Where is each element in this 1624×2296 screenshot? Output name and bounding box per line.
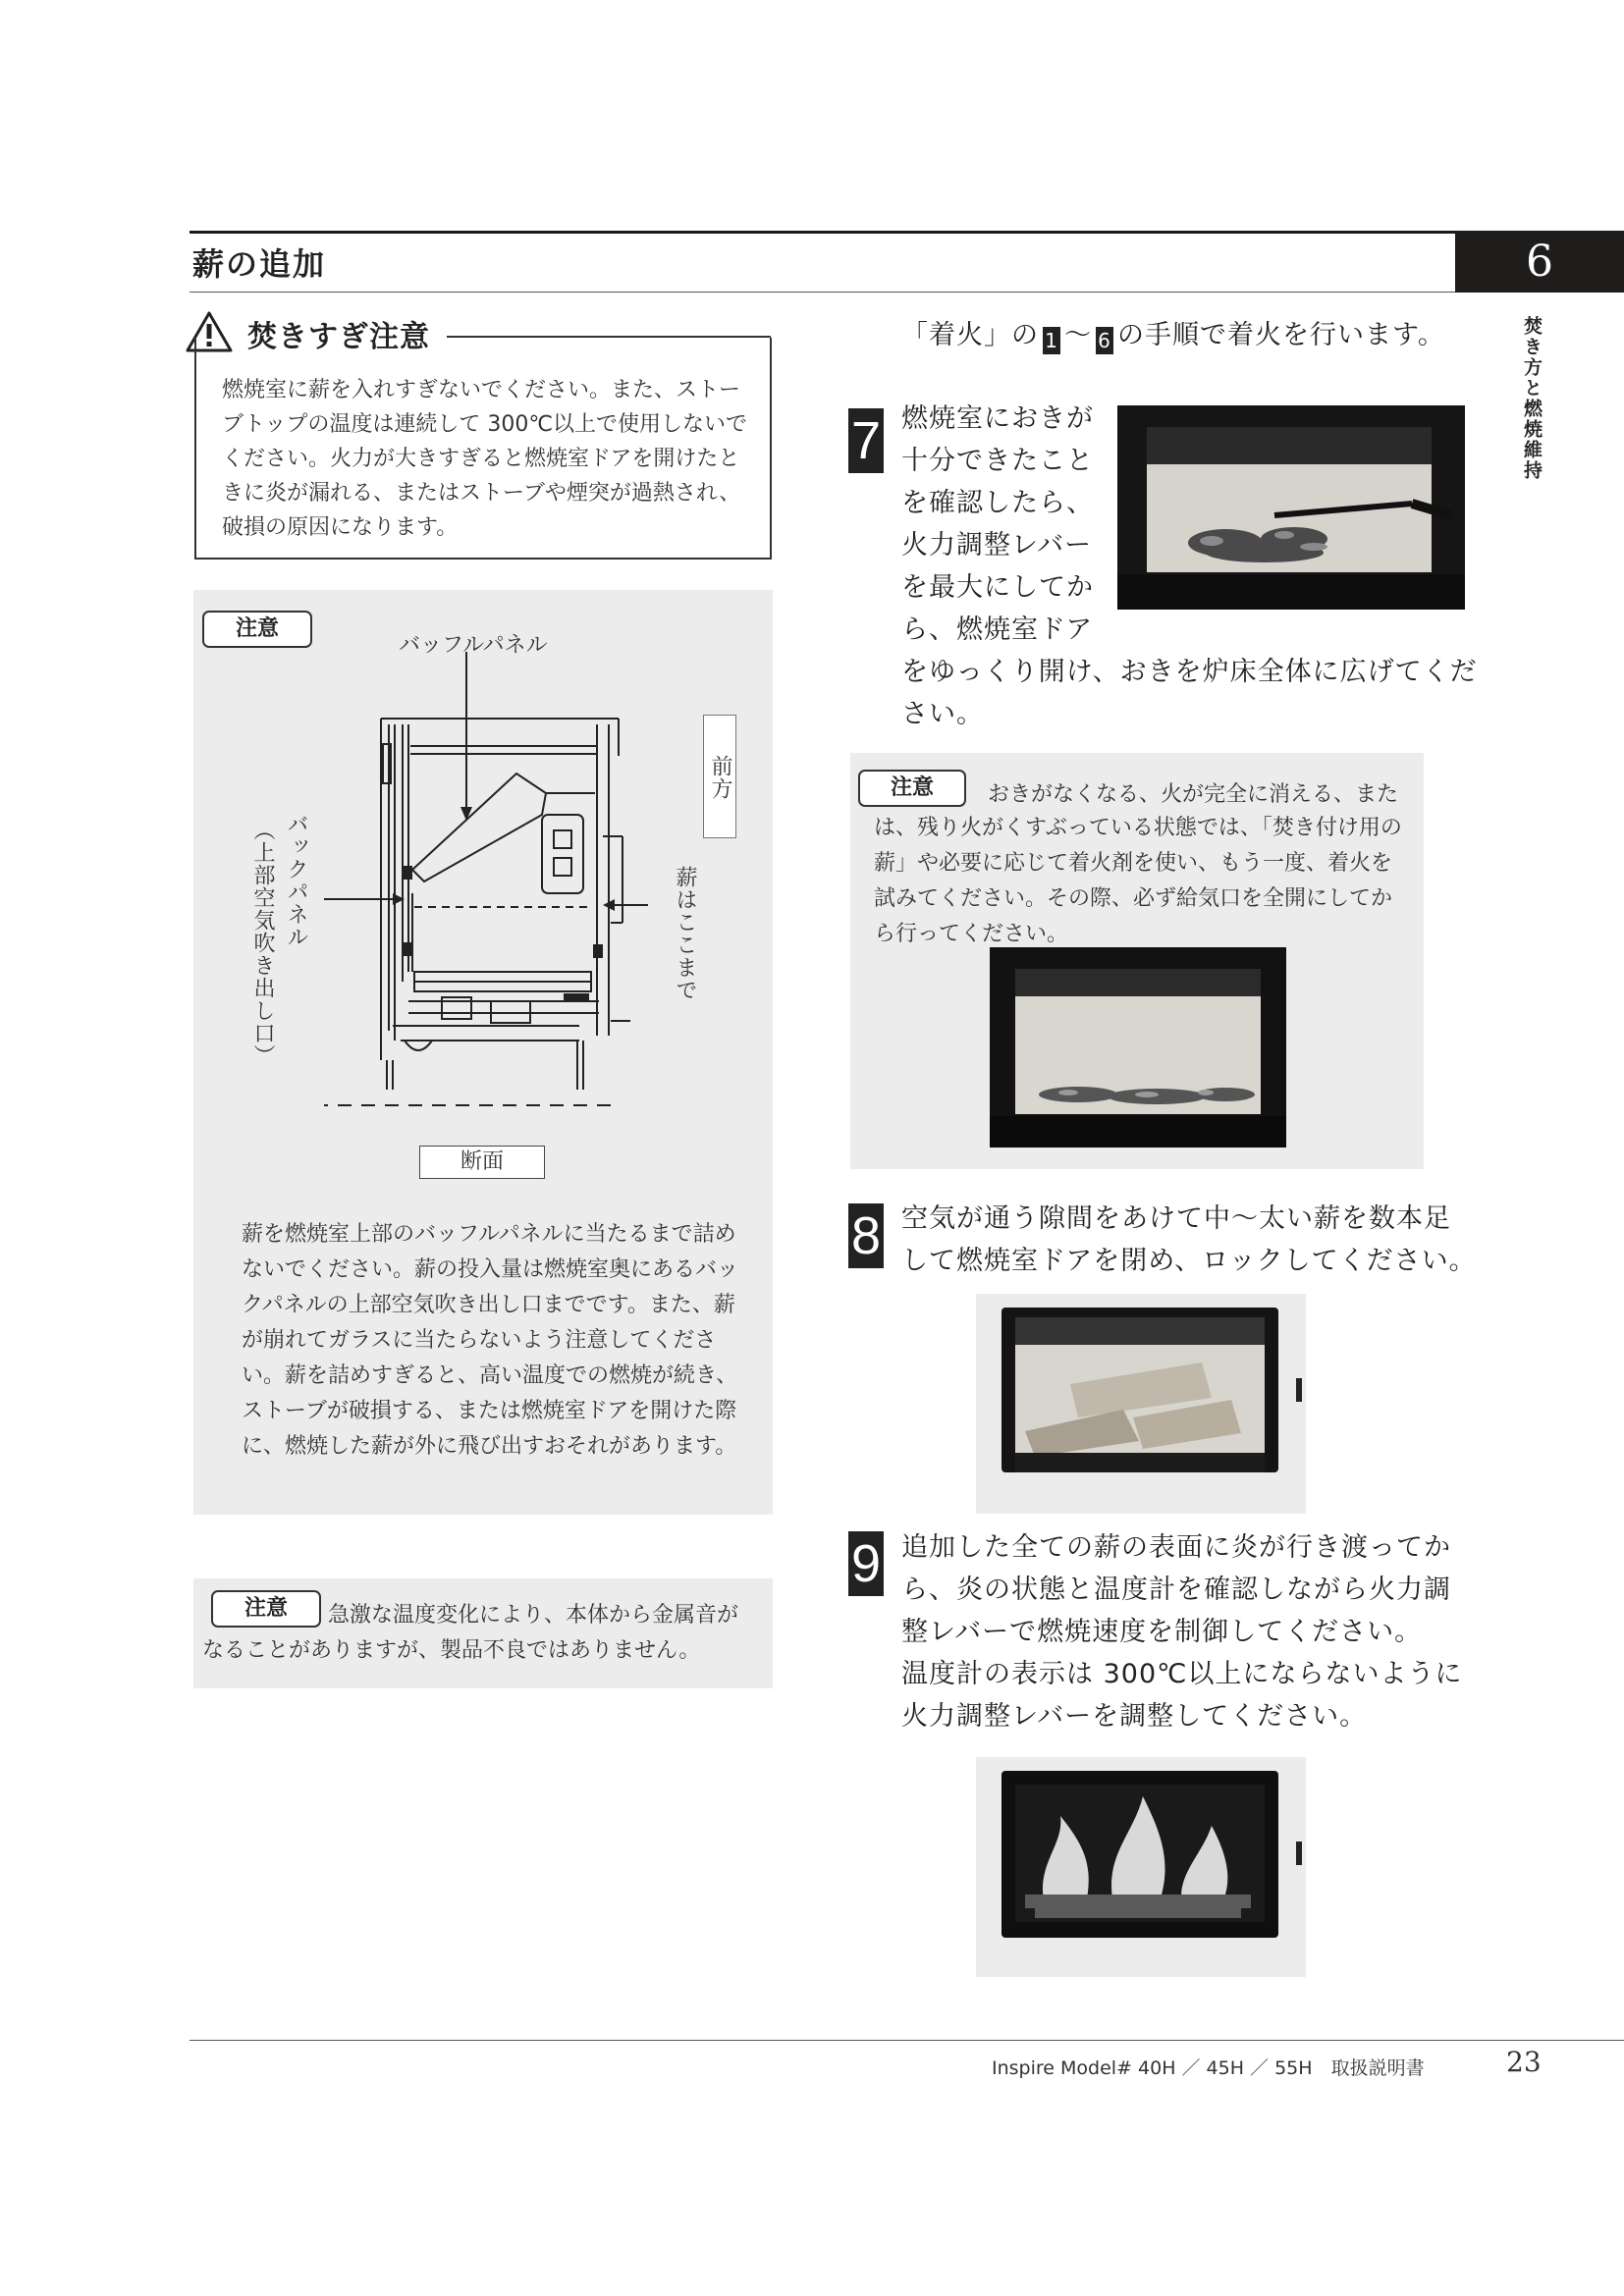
step-text-line: さい。 <box>901 699 984 729</box>
section-label: 断面 <box>419 1146 545 1179</box>
photo-logs-added <box>976 1294 1306 1514</box>
warning-text: 燃焼室に薪を入れすぎないでください。また、ストーブトップの温度は連続して 300℃以上で使用しないでください。火力が大きすぎると燃焼室ドアを開けたときに炎が漏れる、またはストーブや煙突が過熱され、破損の原因になります。 <box>222 378 748 540</box>
step-text-line: 空気が通う隙間をあけて中～太い薪を数本足 <box>901 1203 1451 1234</box>
step-number-9: 9 <box>848 1531 884 1596</box>
manual-title: Inspire Model# 40H ／ 45H ／ 55H 取扱説明書 <box>992 2057 1425 2079</box>
front-label: 前方 <box>703 715 736 838</box>
stove-cross-section-diagram <box>324 648 648 1119</box>
step-text-line: ら、炎の状態と温度計を確認しながら火力調 <box>901 1575 1451 1605</box>
step-text-line: して燃焼室ドアを閉め、ロックしてください。 <box>901 1246 1477 1276</box>
warning-title: 焚きすぎ注意 <box>247 320 430 354</box>
footer-rule <box>189 2040 1624 2041</box>
chapter-side-tab: 焚き方と燃焼維持 <box>1521 316 1543 481</box>
note-badge: 注意 <box>211 1590 321 1628</box>
header-top-rule <box>189 231 1624 234</box>
baffle-panel-label: バッフルパネル <box>399 633 548 658</box>
step-text-line: 火力調整レバーを調整してください。 <box>901 1701 1368 1732</box>
intro-before: 「着火」の <box>901 320 1039 350</box>
step-number-8: 8 <box>848 1203 884 1268</box>
step-text-line: を確認したら、 <box>901 488 1094 518</box>
note-relight-text-first: おきがなくなる、火が完全に消える、また <box>988 782 1399 807</box>
photo-full-fire <box>976 1757 1306 1977</box>
step-text-line: 整レバーで燃焼速度を制御してください。 <box>901 1617 1423 1647</box>
note-badge: 注意 <box>858 770 966 807</box>
step-ref-badge: 6 <box>1096 327 1113 354</box>
note-relight-text: は、残り火がくすぶっている状態では、「焚き付け用の薪」や必要に応じて着火剤を使い、もう一度、着火を試みてください。その際、必ず給気口を全開にしてから行ってください。 <box>874 816 1402 946</box>
step-text-line: ら、燃焼室ドア <box>901 614 1094 645</box>
step-text-line: 十分できたこと <box>901 446 1094 476</box>
photo-embers-spread <box>1117 405 1465 610</box>
step-8-text <box>901 1198 1477 1282</box>
step-text-line: を最大にしてか <box>901 572 1094 603</box>
back-panel-label: バックパネル <box>284 813 308 948</box>
intro-range: ～ <box>1064 320 1092 350</box>
intro-after: の手順で着火を行います。 <box>1117 320 1445 350</box>
intro-line <box>901 314 1445 356</box>
step-text-line: 燃焼室におきが <box>901 403 1094 434</box>
step-number-7: 7 <box>848 408 884 473</box>
fill-line-label: 薪はここまで <box>673 866 697 1001</box>
chapter-number-badge: 6 <box>1455 231 1624 293</box>
back-panel-sublabel: （上部空気吹き出し口） <box>250 819 275 1067</box>
header-bottom-rule <box>189 292 1456 293</box>
step-text-line: 火力調整レバー <box>901 530 1093 561</box>
note-diagram-text: 薪を燃焼室上部のバッフルパネルに当たるまで詰めないでください。薪の投入量は燃焼室奥にあるバックパネルの上部空気吹き出し口までです。また、薪が崩れてガラスに当たらないよう注意してください。薪を詰めすぎると、高い温度での燃焼が続き、ストーブが破損する、または燃焼室ドアを開けた際に、燃焼した薪が外に飛び出すおそれがあります。 <box>242 1222 739 1459</box>
note-sound-text: 急激な温度変化により、本体から金属音がなることがありますが、製品不良ではありません。 <box>202 1603 739 1663</box>
section-title: 薪の追加 <box>192 245 327 283</box>
note-badge: 注意 <box>202 611 312 648</box>
step-text-line: 追加した全ての薪の表面に炎が行き渡ってか <box>901 1532 1451 1563</box>
page-number: 23 <box>1506 2046 1542 2078</box>
step-text-line: をゆっくり開け、おきを炉床全体に広げてくだ <box>901 657 1478 687</box>
step-ref-badge: 1 <box>1043 327 1060 354</box>
photo-low-embers <box>990 947 1286 1148</box>
step-9-text <box>901 1526 1462 1737</box>
step-text-line: 温度計の表示は 300℃以上にならないように <box>901 1659 1463 1689</box>
